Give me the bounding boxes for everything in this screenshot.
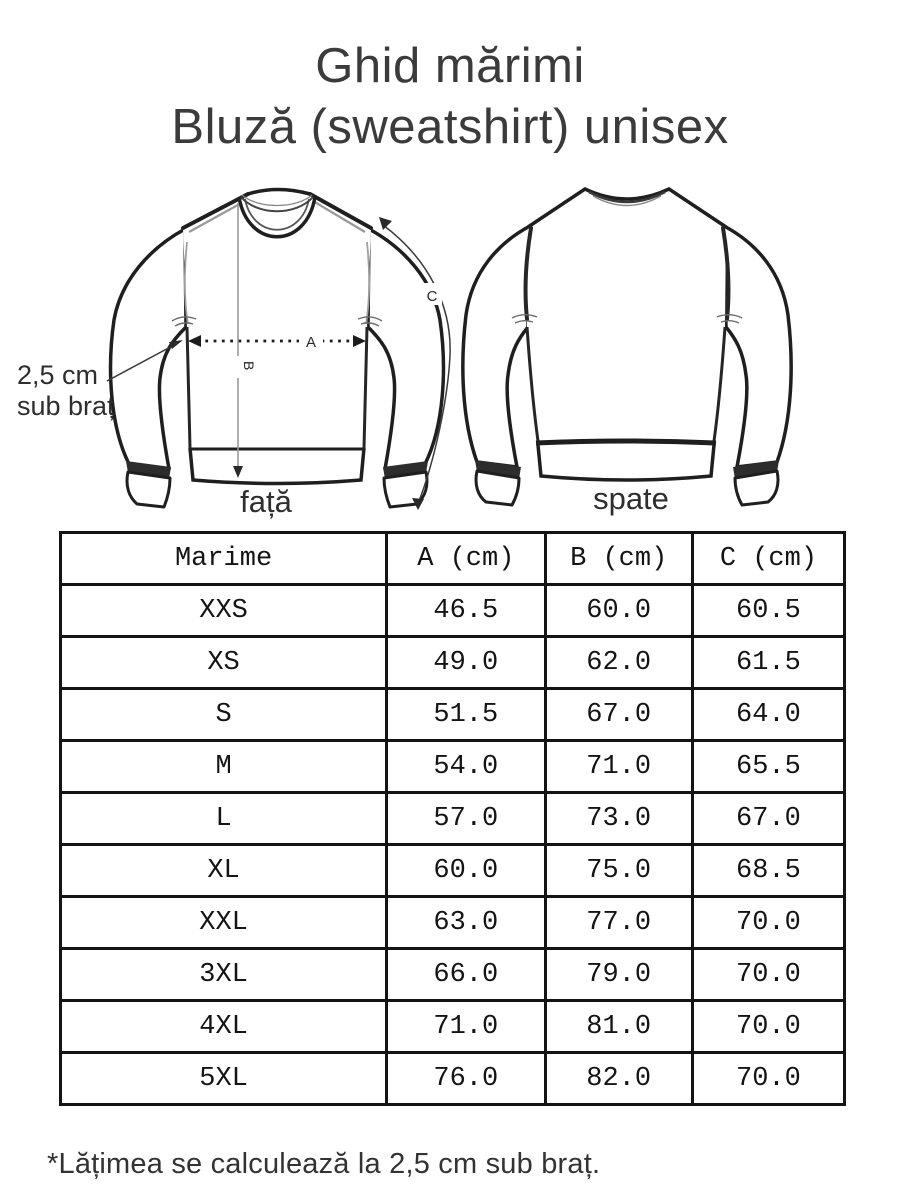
size-cell: 60.5: [692, 585, 844, 637]
footnote: *Lățimea se calculează la 2,5 cm sub braț.: [47, 1148, 601, 1180]
size-cell: 49.0: [387, 637, 545, 689]
size-cell: 57.0: [387, 793, 545, 845]
size-cell: 66.0: [387, 949, 545, 1001]
size-cell: 71.0: [387, 1001, 545, 1053]
size-cell: 63.0: [387, 897, 545, 949]
size-cell: 62.0: [545, 637, 692, 689]
size-cell: 81.0: [545, 1001, 692, 1053]
header-marime: Marime: [61, 533, 387, 585]
size-cell: 79.0: [545, 949, 692, 1001]
back-view-label: spate: [593, 481, 669, 516]
size-label-cell: XXL: [61, 897, 387, 949]
size-label-cell: L: [61, 793, 387, 845]
page-title: Ghid mărimi: [315, 39, 585, 93]
table-row: [61, 897, 845, 949]
table-row: [61, 845, 845, 897]
table-row: [61, 585, 845, 637]
dim-a-label: A: [305, 334, 317, 351]
size-cell: 70.0: [692, 897, 844, 949]
size-cell: 70.0: [692, 1001, 844, 1053]
size-cell: 73.0: [545, 793, 692, 845]
size-cell: 61.5: [692, 637, 844, 689]
table-header-row: [61, 533, 845, 585]
size-cell: 67.0: [545, 689, 692, 741]
size-label-cell: S: [61, 689, 387, 741]
size-cell: 70.0: [692, 949, 844, 1001]
header-a-cm: A (cm): [387, 533, 545, 585]
page-subtitle: Bluză (sweatshirt) unisex: [171, 100, 729, 154]
underarm-note-line2: sub braț: [17, 391, 115, 421]
size-label-cell: XL: [61, 845, 387, 897]
front-view-label: față: [240, 484, 292, 519]
table-row: [61, 1053, 845, 1105]
size-cell: 71.0: [545, 741, 692, 793]
size-cell: 76.0: [387, 1053, 545, 1105]
size-cell: 65.5: [692, 741, 844, 793]
header-c-cm: C (cm): [692, 533, 844, 585]
size-label-cell: XXS: [61, 585, 387, 637]
size-label-cell: XS: [61, 637, 387, 689]
table-row: [61, 741, 845, 793]
size-cell: 77.0: [545, 897, 692, 949]
size-label-cell: M: [61, 741, 387, 793]
header-b-cm: B (cm): [545, 533, 692, 585]
table-row: [61, 1001, 845, 1053]
table-row: [61, 793, 845, 845]
size-table: [59, 531, 846, 1106]
table-row: [61, 637, 845, 689]
size-label-cell: 4XL: [61, 1001, 387, 1053]
size-cell: 54.0: [387, 741, 545, 793]
size-cell: 51.5: [387, 689, 545, 741]
underarm-note-line1: 2,5 cm: [17, 360, 99, 390]
size-label-cell: 5XL: [61, 1053, 387, 1105]
size-cell: 46.5: [387, 585, 545, 637]
front-view: [111, 190, 444, 508]
size-cell: 67.0: [692, 793, 844, 845]
size-label-cell: 3XL: [61, 949, 387, 1001]
table-row: [61, 949, 845, 1001]
dim-b-label: B: [241, 361, 257, 371]
size-cell: 75.0: [545, 845, 692, 897]
size-cell: 60.0: [545, 585, 692, 637]
size-cell: 64.0: [692, 689, 844, 741]
size-cell: 60.0: [387, 845, 545, 897]
table-row: [61, 689, 845, 741]
dim-c-label: C: [426, 288, 438, 305]
size-cell: 82.0: [545, 1053, 692, 1105]
size-cell: 70.0: [692, 1053, 844, 1105]
back-view: [463, 187, 791, 506]
size-cell: 68.5: [692, 845, 844, 897]
